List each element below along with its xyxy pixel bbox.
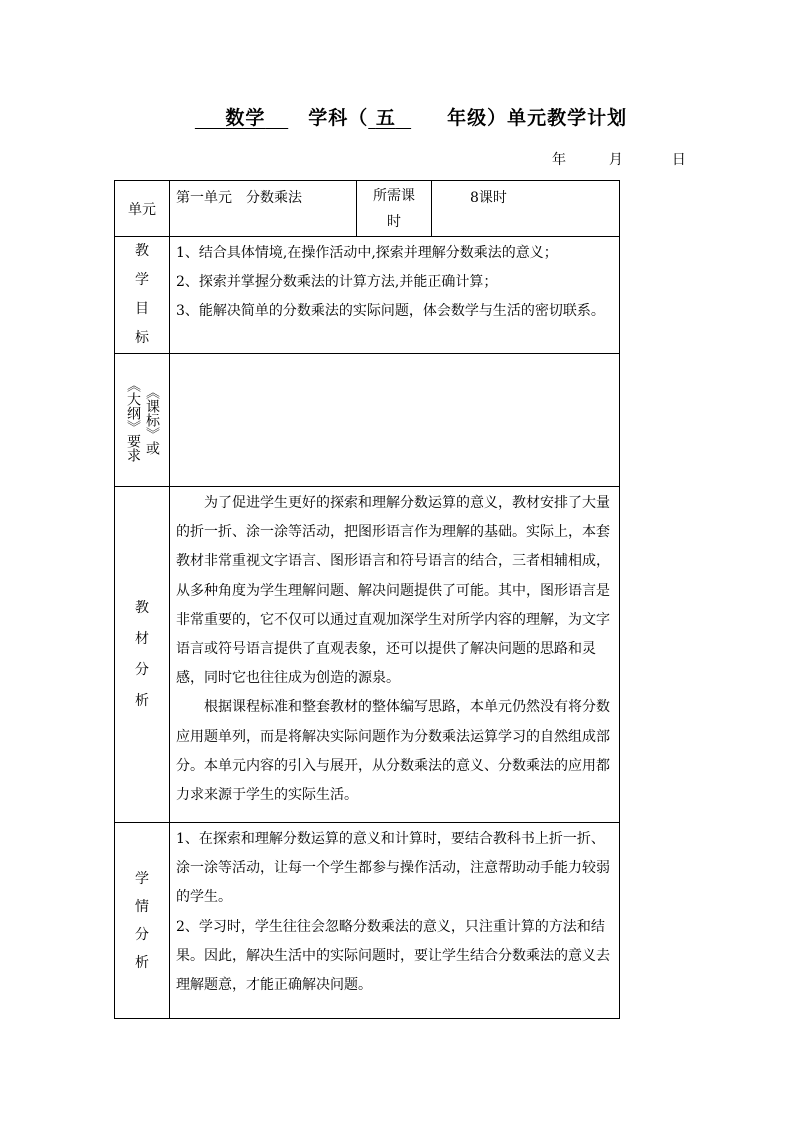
title-rest: 年级）单元教学计划 [447, 107, 628, 129]
students-label [115, 823, 170, 1019]
unit-name: 第一单元 分数乘法 [176, 190, 302, 206]
grade-value: 五 [375, 107, 396, 129]
month-label: 月 [608, 152, 623, 168]
goal-item: 3、能解决简单的分数乘法的实际问题，体会数学与生活的密切联系。 [176, 303, 605, 319]
standards-label-col2: 《大纲》要求 [125, 378, 141, 462]
students-label-char: 析 [135, 954, 149, 971]
goal-item: 2、探索并掌握分数乘法的计算方法,并能正确计算； [176, 274, 498, 290]
hours-label-line2: 时 [387, 214, 401, 230]
unit-plan-table [114, 180, 620, 1019]
subject-field [195, 107, 288, 129]
standards-label [115, 354, 170, 487]
goals-label-char: 教 [135, 243, 149, 259]
grade-field [368, 107, 411, 129]
goals-label [115, 237, 170, 354]
goal-item: 1、结合具体情境,在操作活动中,探索并理解分数乘法的意义； [176, 245, 558, 261]
students-content [170, 823, 620, 1019]
textbook-label [115, 487, 170, 823]
textbook-row [115, 487, 620, 823]
textbook-label-char: 析 [135, 692, 149, 709]
standards-label-col1: 《课标》或 [144, 385, 160, 455]
students-label-char: 学 [135, 870, 149, 887]
subject-value: 数学 [225, 107, 266, 129]
year-label: 年 [552, 152, 566, 168]
students-paragraph: 2、学习时，学生往往会忽略分数乘法的意义，只注重计算的方法和结果。因此，解决生活中的实际问题时，要让学生结合分数乘法的意义去理解题意，才能正确解决问题。 [176, 918, 610, 994]
textbook-label-char: 分 [135, 661, 149, 678]
textbook-paragraph: 根据课程标准和整套教材的整体编写思路，本单元仍然没有将分数应用题单列，而是将解决实际问题作为分数乘法运算学习的自然组成部分。本单元内容的引入与展开，从分数乘法的意义、分数乘法的应用都力求来源于学生的实际生活。 [176, 699, 610, 804]
goals-row [115, 237, 620, 354]
day-label: 日 [671, 152, 686, 168]
hours-label-cell [357, 181, 432, 237]
standards-row [115, 354, 620, 487]
page-title [0, 103, 794, 130]
students-row [115, 823, 620, 1019]
standards-text [170, 354, 619, 362]
goals-label-char: 目 [135, 301, 149, 317]
hours-value-cell [432, 181, 620, 237]
textbook-paragraph: 为了促进学生更好的探索和理解分数运算的意义，教材安排了大量的折一折、涂一涂等活动，把图形语言作为理解的基础。实际上，本套教材非常重视文字语言、图形语言和符号语言的结合，三者相辅相成，从多种角度为学生理解问题、解决问题提供了可能。其中，图形语言是非常重要的，它不仅可以通过直观加深学生对所学内容的理解，为文字语言或符号语言提供了直观表象，还可以提供了解决问题的思路和灵感，同时它也往往成为创造的源泉。 [176, 495, 610, 687]
subject-suffix: 学科（ [308, 107, 369, 129]
students-paragraph: 1、在探索和理解分数运算的意义和计算时，要结合教科书上折一折、涂一涂等活动，让每一个学生都参与操作活动，注意帮助动手能力较弱的学生。 [176, 831, 610, 906]
unit-row [115, 181, 620, 237]
unit-label: 单元 [115, 181, 170, 237]
students-label-char: 情 [135, 898, 149, 915]
goals-label-char: 标 [135, 330, 149, 346]
textbook-label-char: 材 [135, 630, 149, 647]
textbook-content [170, 487, 620, 823]
textbook-label-char: 教 [135, 599, 149, 616]
standards-content [170, 354, 620, 487]
hours-value: 8课时 [470, 190, 507, 206]
students-label-char: 分 [135, 926, 149, 943]
goals-label-char: 学 [135, 272, 149, 288]
hours-label-line1: 所需课 [373, 188, 415, 204]
goals-content [170, 237, 620, 354]
unit-name-cell [170, 181, 357, 237]
date-line [552, 149, 686, 169]
